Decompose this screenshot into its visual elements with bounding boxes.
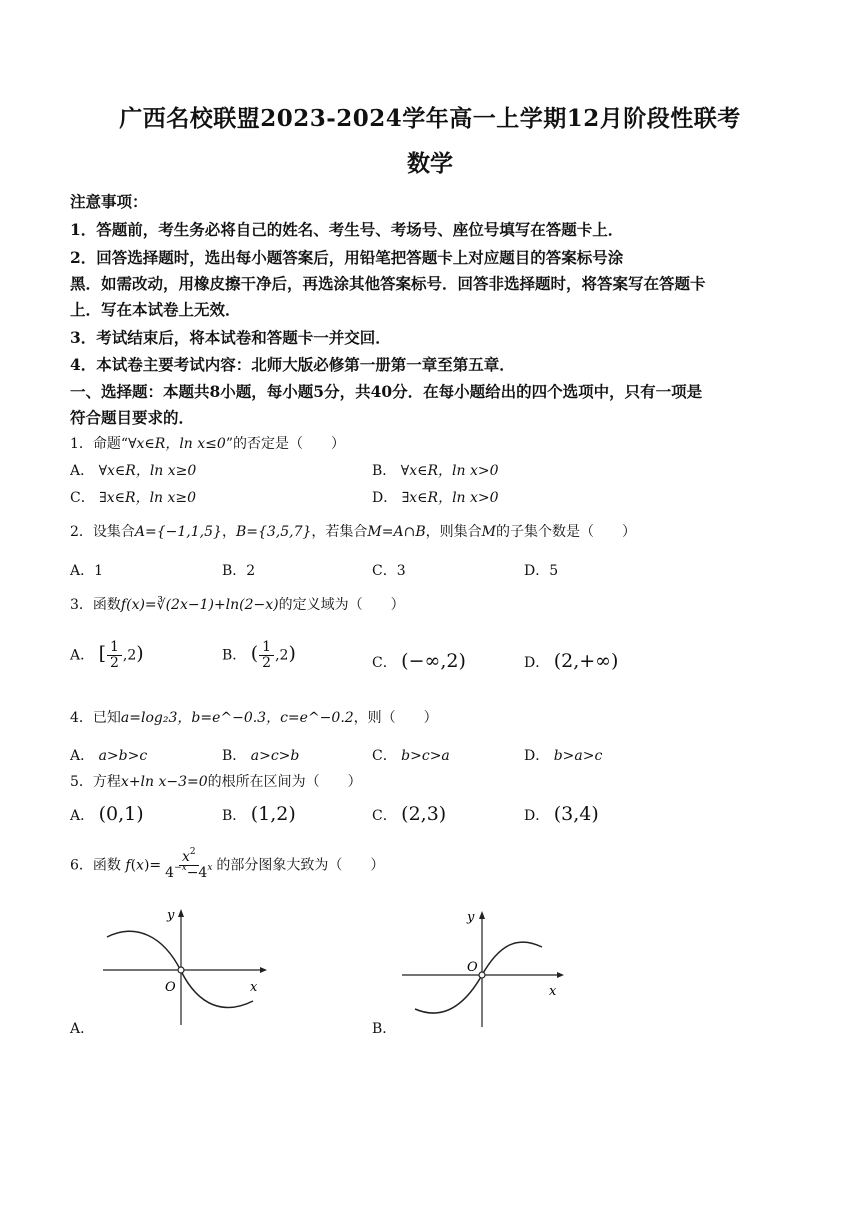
graph-option-a	[95, 905, 270, 1030]
graph-b-curve	[415, 942, 542, 1013]
notice-item-2: 2．回答选择题时，选出每小题答案后，用铅笔把答题卡上对应题目的答案标号涂	[70, 248, 624, 267]
q1-option-b: B． ∀x∈R，ln x>0	[372, 463, 499, 479]
exam-title: 广西名校联盟2023-2024学年高一上学期12月阶段性联考	[119, 105, 741, 132]
question-2: 2．设集合A={−1,1,5}，B={3,5,7}，若集合M=A∩B，则集合M的子集个数是（ ）	[70, 524, 636, 540]
section-heading: 一、选择题：本题共8小题，每小题5分，共40分．在每小题给出的四个选项中，只有一项是	[70, 382, 703, 401]
q4-conditions: a=log₂3，b=e^−0.3，c=e^−0.2	[120, 710, 354, 726]
q3-option-b: B． ( $\frac{1}{2}$ ,2)	[222, 639, 296, 671]
q3-option-a: A． [ $\frac{1}{2}$ ,2)	[70, 639, 144, 671]
q1-option-c: C． ∃x∈R，ln x≥0	[70, 490, 197, 506]
question-6: 6．函数 f(x)= $\frac{x^2}{4^{-x}-4^x}$ 的部分图象大致为（ ）	[70, 847, 385, 881]
graph-b-origin-label: O	[467, 960, 478, 975]
q2-option-d: D．5	[524, 563, 559, 579]
question-5: 5．方程x+ln x−3=0的根所在区间为（ ）	[70, 774, 362, 790]
q6-option-b: B．	[372, 1021, 397, 1037]
q4-option-c: C． b>c>a	[372, 748, 450, 764]
graph-b-x-label: x	[549, 984, 557, 999]
q4-option-a: A． a>b>c	[70, 748, 148, 764]
q4-option-d: D． b>a>c	[524, 748, 603, 764]
graph-b-open-point	[479, 972, 485, 978]
q3-option-d: D． (2,+∞)	[524, 650, 619, 672]
q5-option-d: D． (3,4)	[524, 803, 599, 825]
graph-option-b	[397, 905, 572, 1030]
q1-option-d: D． ∃x∈R，ln x>0	[372, 490, 499, 506]
notice-item-2-end: 上．写在本试卷上无效．	[70, 300, 241, 319]
graph-a-origin-label: O	[165, 980, 176, 995]
question-4: 4．已知a=log₂3，b=e^−0.3，c=e^−0.2，则（ ）	[70, 710, 438, 726]
notice-item-1: 1．答题前，考生务必将自己的姓名、考生号、考场号、座位号填写在答题卡上．	[70, 220, 624, 239]
question-1: 1．命题“∀x∈R，ln x≤0”的否定是（ ）	[70, 436, 345, 452]
question-3: 3．函数f(x)=∛(2x−1)+ln(2−x)的定义域为（ ）	[70, 597, 405, 613]
graph-a-open-point	[178, 967, 184, 973]
graph-b-y-label: y	[467, 910, 475, 925]
q1-option-a: A． ∀x∈R，ln x≥0	[70, 463, 197, 479]
section-heading-cont: 符合题目要求的．	[70, 408, 195, 427]
graph-a-y-label: y	[167, 908, 175, 923]
notice-heading: 注意事项：	[70, 192, 148, 211]
notice-item-2-cont: 黑．如需改动，用橡皮擦干净后，再选涂其他答案标号．回答非选择题时，将答案写在答题卡	[70, 274, 706, 293]
q6-fraction: $\frac{x^2}{4^{-x}-4^x}$	[165, 847, 213, 881]
q3-option-c: C． (−∞,2)	[372, 650, 466, 672]
q6-option-a: A．	[70, 1021, 95, 1037]
q4-option-b: B． a>c>b	[222, 748, 300, 764]
q5-option-b: B． (1,2)	[222, 803, 296, 825]
q5-option-c: C． (2,3)	[372, 803, 447, 825]
notice-item-4: 4．本试卷主要考试内容：北师大版必修第一册第一章至第五章．	[70, 355, 515, 374]
q2-option-c: C．3	[372, 563, 406, 579]
subject-title: 数学	[407, 150, 453, 177]
q5-option-a: A． (0,1)	[70, 803, 144, 825]
q1-stem-math: ∀x∈R，ln x≤0	[128, 436, 226, 452]
q3-function: f(x)=∛(2x−1)+ln(2−x)	[120, 597, 279, 613]
q5-equation: x+ln x−3=0	[120, 774, 208, 790]
q2-option-a: A．1	[70, 563, 104, 579]
q2-option-b: B．2	[222, 563, 256, 579]
notice-item-3: 3．考试结束后，将本试卷和答题卡一并交回．	[70, 328, 391, 347]
graph-a-x-label: x	[250, 980, 258, 995]
